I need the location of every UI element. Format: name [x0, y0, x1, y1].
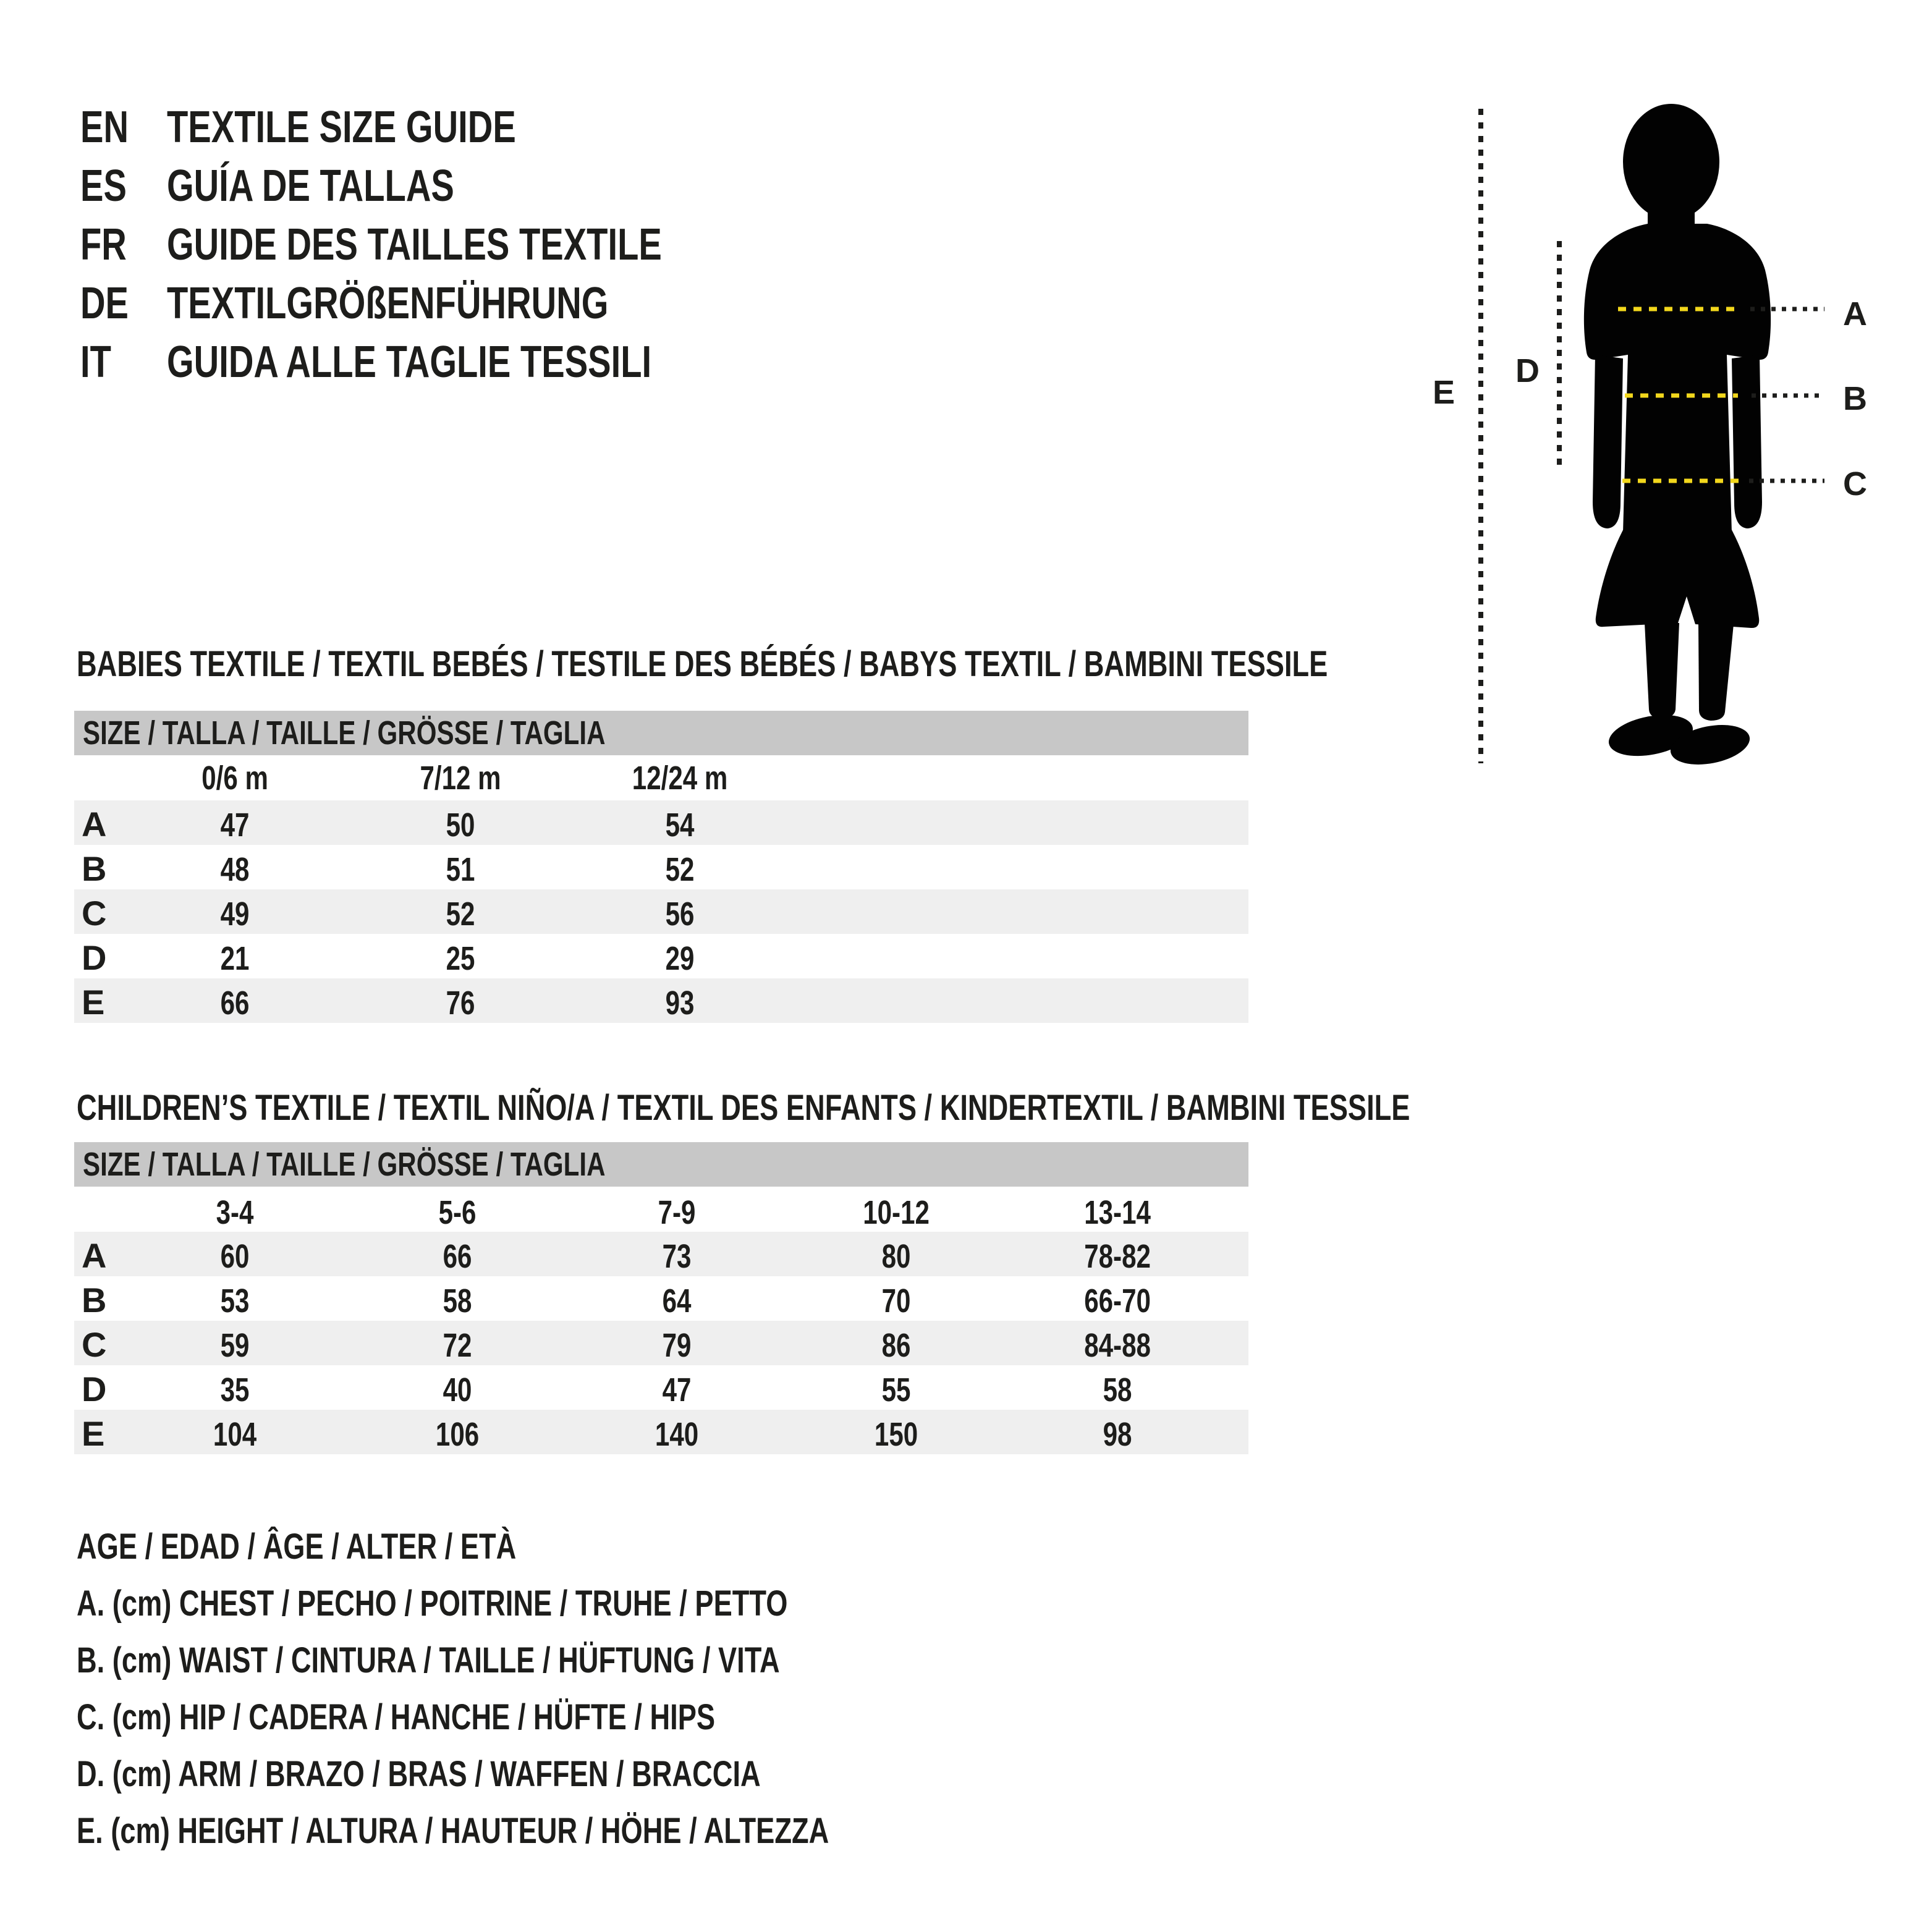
- children-cell: 73: [662, 1238, 692, 1275]
- legend-chest: A. (cm) CHEST / PECHO / POITRINE / TRUHE / PETTO: [77, 1583, 788, 1624]
- babies-row-label: B: [82, 849, 107, 888]
- children-row-label: D: [82, 1370, 107, 1409]
- babies-cell: 29: [665, 940, 695, 977]
- children-row-label: B: [82, 1281, 107, 1320]
- babies-col-header-2: 12/24 m: [632, 760, 728, 797]
- babies-cell: 50: [446, 807, 475, 844]
- legend-age: AGE / EDAD / ÂGE / ALTER / ETÀ: [77, 1527, 517, 1567]
- babies-col-header-1: 7/12 m: [420, 760, 501, 797]
- children-cell: 64: [662, 1282, 692, 1320]
- children-cell: 70: [881, 1282, 911, 1320]
- children-cell: 66: [443, 1238, 472, 1275]
- lang-code-fr: FR: [80, 220, 127, 269]
- babies-cell: 51: [446, 851, 475, 888]
- children-cell: 53: [220, 1282, 250, 1320]
- children-cell: 98: [1103, 1416, 1132, 1453]
- children-cell: 140: [655, 1416, 699, 1453]
- babies-row-label: C: [82, 894, 107, 933]
- lang-title-es: GUÍA DE TALLAS: [167, 161, 454, 211]
- babies-cell: 56: [665, 896, 695, 933]
- children-cell: 66-70: [1084, 1282, 1151, 1320]
- babies-cell: 25: [446, 940, 475, 977]
- lang-code-en: EN: [80, 103, 129, 152]
- babies-cell: 21: [220, 940, 250, 977]
- lang-code-de: DE: [80, 279, 129, 328]
- babies-cell: 93: [665, 985, 695, 1022]
- children-cell: 84-88: [1084, 1327, 1151, 1364]
- children-cell: 104: [213, 1416, 257, 1453]
- babies-cell: 54: [665, 807, 695, 844]
- lang-title-fr: GUIDE DES TAILLES TEXTILE: [167, 220, 662, 269]
- lang-code-es: ES: [80, 161, 127, 211]
- babies-table-title: BABIES TEXTILE / TEXTIL BEBÉS / TESTILE DES BÉBÉS / BABYS TEXTIL / BAMBINI TESSILE: [77, 644, 1328, 684]
- children-table-title: CHILDREN’S TEXTILE / TEXTIL NIÑO/A / TEXTIL DES ENFANTS / KINDERTEXTIL / BAMBINI TESSILE: [77, 1088, 1410, 1128]
- children-cell: 40: [443, 1371, 472, 1409]
- children-col-header-0: 3-4: [216, 1194, 254, 1231]
- children-row-label: E: [82, 1414, 105, 1453]
- children-cell: 60: [220, 1238, 250, 1275]
- babies-cell: 52: [446, 896, 475, 933]
- babies-col-header-0: 0/6 m: [201, 760, 268, 797]
- diagram-label-c: C: [1843, 465, 1867, 502]
- babies-cell: 66: [220, 985, 250, 1022]
- lang-title-en: TEXTILE SIZE GUIDE: [167, 103, 516, 152]
- legend-hip: C. (cm) HIP / CADERA / HANCHE / HÜFTE / HIPS: [77, 1697, 716, 1737]
- legend-waist: B. (cm) WAIST / CINTURA / TAILLE / HÜFTUNG / VITA: [77, 1640, 780, 1680]
- children-cell: 58: [1103, 1371, 1132, 1409]
- babies-cell: 47: [220, 807, 250, 844]
- children-cell: 58: [443, 1282, 472, 1320]
- children-col-header-4: 13-14: [1084, 1194, 1151, 1231]
- diagram-label-b: B: [1843, 380, 1867, 417]
- children-cell: 86: [881, 1327, 911, 1364]
- babies-cell: 49: [220, 896, 250, 933]
- babies-row-label: A: [82, 805, 107, 844]
- lang-code-it: IT: [80, 337, 111, 387]
- children-cell: 79: [662, 1327, 692, 1364]
- children-size-header-bar: [74, 1142, 1248, 1187]
- diagram-label-a: A: [1843, 295, 1867, 333]
- babies-cell: 48: [220, 851, 250, 888]
- children-row-label: C: [82, 1325, 107, 1364]
- diagram-label-d: D: [1515, 352, 1540, 389]
- babies-row-label: E: [82, 983, 105, 1022]
- babies-size-header-label: SIZE / TALLA / TAILLE / GRÖSSE / TAGLIA: [83, 714, 606, 752]
- lang-title-it: GUIDA ALLE TAGLIE TESSILI: [167, 337, 652, 387]
- babies-row-label: D: [82, 938, 107, 977]
- children-cell: 72: [443, 1327, 472, 1364]
- children-cell: 106: [435, 1416, 480, 1453]
- children-col-header-1: 5-6: [438, 1194, 477, 1231]
- children-cell: 59: [220, 1327, 250, 1364]
- children-cell: 35: [220, 1371, 250, 1409]
- children-size-header-label: SIZE / TALLA / TAILLE / GRÖSSE / TAGLIA: [83, 1146, 606, 1183]
- legend-arm: D. (cm) ARM / BRAZO / BRAS / WAFFEN / BRACCIA: [77, 1754, 761, 1794]
- children-cell: 78-82: [1084, 1238, 1151, 1275]
- children-cell: 150: [874, 1416, 918, 1453]
- children-cell: 80: [881, 1238, 911, 1275]
- legend-height: E. (cm) HEIGHT / ALTURA / HAUTEUR / HÖHE / ALTEZZA: [77, 1811, 829, 1851]
- children-row-label: A: [82, 1236, 107, 1275]
- babies-cell: 76: [446, 985, 475, 1022]
- children-col-header-2: 7-9: [658, 1194, 696, 1231]
- babies-cell: 52: [665, 851, 695, 888]
- lang-title-de: TEXTILGRÖßENFÜHRUNG: [167, 279, 609, 328]
- children-cell: 47: [662, 1371, 692, 1409]
- diagram-label-e: E: [1433, 374, 1455, 411]
- children-col-header-3: 10-12: [863, 1194, 930, 1231]
- children-cell: 55: [881, 1371, 911, 1409]
- babies-size-header-bar: [74, 711, 1248, 755]
